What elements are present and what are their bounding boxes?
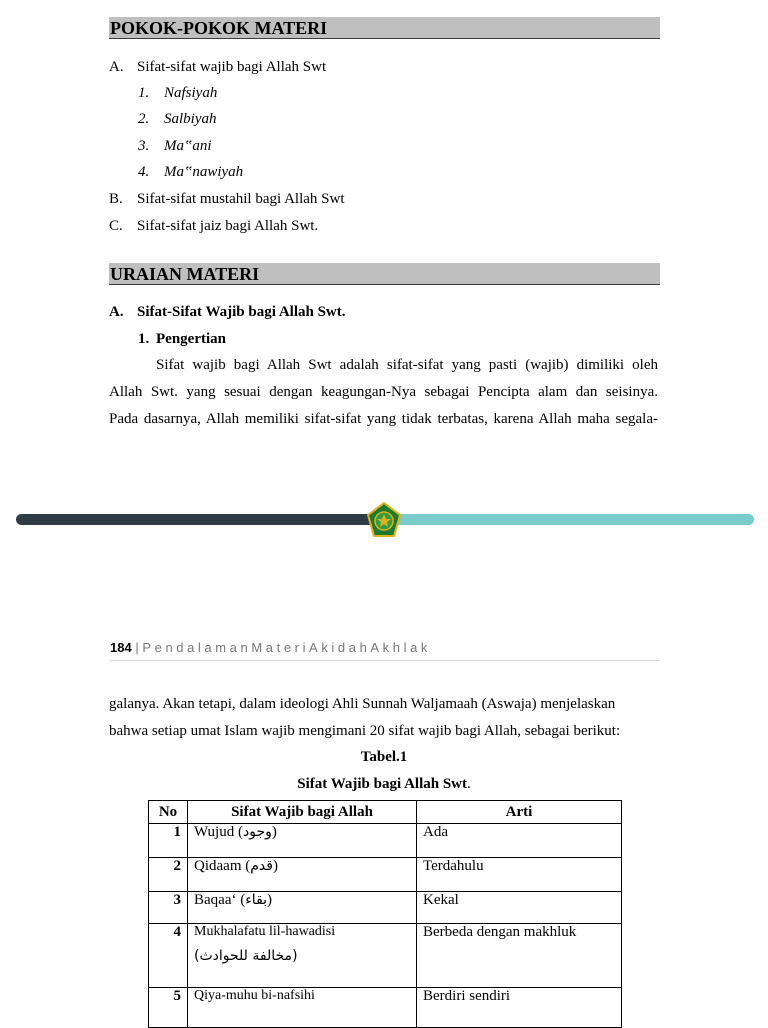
- list-item: Sifat-sifat wajib bagi Allah Swt: [137, 59, 327, 75]
- paragraph-line: Allah Swt. yang sesuai dengan keagungan-Nya sebagai Pencipta alam dan seisinya.: [109, 384, 658, 400]
- column-header-sifat: Sifat Wajib bagi Allah: [188, 801, 417, 824]
- table-header-row: [149, 801, 622, 824]
- sublist-number: 3.: [138, 138, 150, 154]
- sublist-number: 1.: [138, 85, 150, 101]
- table-row: [149, 988, 622, 1028]
- sublist-number: 4.: [138, 164, 150, 180]
- cell-arti: Kekal: [417, 892, 622, 924]
- table-row: [149, 824, 622, 858]
- list-letter: A.: [109, 59, 124, 75]
- sifat-arabic: (مخالفة للحوادث): [194, 948, 298, 964]
- cell-no: 5: [149, 988, 188, 1028]
- paragraph-line: Sifat wajib bagi Allah Swt adalah sifat-sifat yang pasti (wajib) dimiliki oleh: [156, 357, 658, 373]
- sifat-close: ): [267, 892, 273, 908]
- cell-arti: Terdahulu: [417, 858, 622, 892]
- section-heading-pokok: POKOK-POKOK MATERI: [109, 17, 660, 39]
- list-letter: B.: [109, 191, 123, 207]
- cell-sifat: [188, 824, 417, 858]
- list-item: Sifat-sifat jaiz bagi Allah Swt.: [137, 218, 319, 234]
- sublist-item: Salbiyah: [164, 111, 217, 127]
- page-footer: [110, 640, 431, 655]
- paragraph-line: Pada dasarnya, Allah memiliki sifat-sifat yang tidak terbatas, karena Allah maha segala-: [109, 411, 658, 427]
- column-header-arti: Arti: [417, 801, 622, 824]
- list-item: Sifat-sifat mustahil bagi Allah Swt: [137, 191, 345, 207]
- sifat-name: Mukhalafatu lil-hawadisi: [194, 924, 336, 939]
- divider-bar-light: [384, 514, 754, 525]
- cell-sifat: [188, 858, 417, 892]
- ministry-logo-icon: [366, 502, 402, 538]
- footer-rule: [110, 660, 660, 661]
- book-title: PendalamanMateriAkidahAkhlak: [142, 640, 432, 655]
- table-row: [149, 858, 622, 892]
- cell-sifat: [188, 892, 417, 924]
- sifat-wajib-table: [148, 800, 622, 1028]
- divider-bar-dark: [16, 514, 386, 525]
- sifat-arabic: وجود: [242, 824, 272, 840]
- sifat-name: Qidaam (: [194, 858, 251, 874]
- sifat-arabic: قدم: [250, 858, 273, 874]
- subsection-title: Sifat-Sifat Wajib bagi Allah Swt.: [137, 304, 346, 320]
- subsection-number: 1.: [138, 331, 150, 347]
- sifat-name: Wujud (: [194, 824, 243, 840]
- cell-sifat: [188, 924, 417, 988]
- sifat-name: Baqaa‘ (: [194, 892, 246, 908]
- page-number: 184: [110, 640, 132, 655]
- cell-sifat: [188, 988, 417, 1028]
- paragraph-line: galanya. Akan tetapi, dalam ideologi Ahli Sunnah Waljamaah (Aswaja) menjelaskan: [109, 696, 616, 712]
- sublist-item: Nafsiyah: [164, 85, 218, 101]
- cell-no: 1: [149, 824, 188, 858]
- sifat-name: Qiya-muhu bi-nafsihi: [194, 988, 315, 1003]
- sifat-close: ): [271, 824, 277, 840]
- subsection-letter: A.: [109, 304, 124, 320]
- table-row: [149, 892, 622, 924]
- table-row: [149, 924, 622, 988]
- subsection-subtitle: Pengertian: [156, 331, 226, 347]
- cell-arti: Berdiri sendiri: [417, 988, 622, 1028]
- cell-no: 3: [149, 892, 188, 924]
- section-heading-uraian: URAIAN MATERI: [109, 263, 660, 285]
- cell-no: 2: [149, 858, 188, 892]
- table-title-text: Sifat Wajib bagi Allah Swt: [297, 776, 468, 792]
- cell-arti: Berbeda dengan makhluk: [417, 924, 622, 988]
- sublist-item: Ma‟nawiyah: [164, 164, 244, 180]
- column-header-no: No: [149, 801, 188, 824]
- sublist-number: 2.: [138, 111, 150, 127]
- footer-separator: |: [135, 640, 139, 655]
- paragraph-line: bahwa setiap umat Islam wajib mengimani 20 sifat wajib bagi Allah, sebagai berikut:: [109, 723, 621, 739]
- cell-no: 4: [149, 924, 188, 988]
- table-title: Sifat Wajib bagi Allah Swt.: [297, 776, 471, 792]
- list-letter: C.: [109, 218, 123, 234]
- sublist-item: Ma‟ani: [164, 138, 212, 154]
- table-label: Tabel.1: [360, 749, 408, 765]
- sifat-close: ): [272, 858, 278, 874]
- sifat-arabic: بقاء: [245, 892, 268, 908]
- cell-arti: Ada: [417, 824, 622, 858]
